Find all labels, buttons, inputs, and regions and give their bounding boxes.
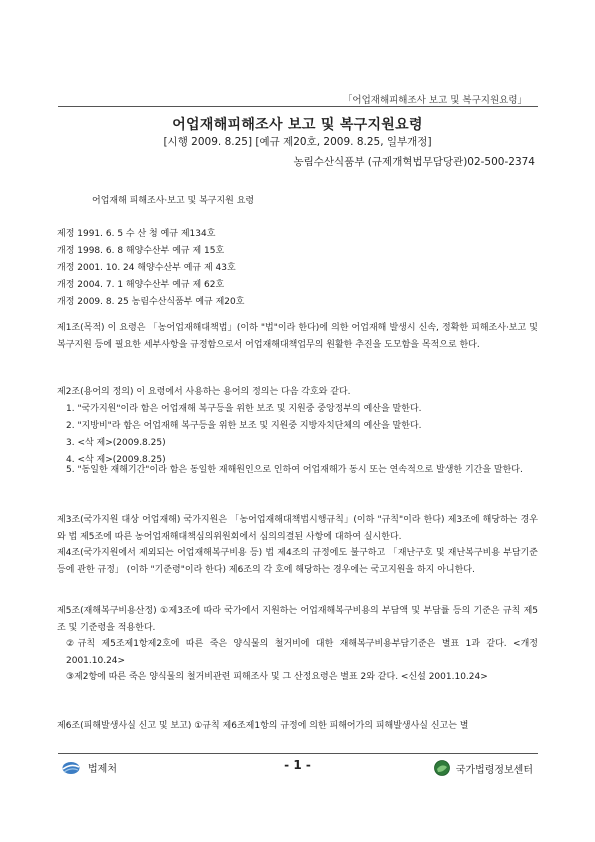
body-subtitle: 어업재해 피해조사·보고 및 복구지원 요령 bbox=[92, 196, 255, 206]
article-2-item: 3. <삭 제>(2009.8.25) bbox=[66, 438, 166, 448]
article-2-item: 1. "국가지원"이라 함은 어업재해 복구등을 위한 보조 및 지원중 중앙정부의 예산을 말한다. bbox=[66, 404, 422, 414]
article-4: 제4조(국가지원에서 제외되는 어업재해복구비용 등) 법 제4조의 규정에도 불구하고 「재난구호 및 재난복구비용 부담기준 등에 관한 규정」 (이하 "기준령"이라 한다) 제6조의 각 호에 해당하는 경우에는 국고지원을 하지 아니한다. bbox=[57, 548, 538, 575]
article-6: 제6조(피해발생사실 신고 및 보고) ①규칙 제6조제1항의 규정에 의한 피해어가의 피해발생사실 신고는 별 bbox=[57, 721, 469, 731]
document-title: 어업재해피해조사 보고 및 복구지원요령 bbox=[172, 117, 423, 133]
article-5-para-1: 제5조(재해복구비용산정) ①제3조에 따라 국가에서 지원하는 어업재해복구비용의 부담액 및 부담률 등의 기준은 규칙 제5조 및 기준령을 적용한다. bbox=[57, 606, 538, 633]
article-5-para-3: ③제2항에 따른 죽은 양식물의 철거비관련 피해조사 및 그 산정요령은 별표 2와 같다. <신설 2001.10.24> bbox=[66, 672, 488, 682]
footer-rule bbox=[58, 753, 538, 754]
article-2-item-5: 5. "동일한 재해기간"이라 함은 동일한 재해원인으로 인하여 어업재해가 동시 또는 연속적으로 발생한 기간을 말한다. bbox=[66, 465, 523, 475]
article-1: 제1조(목적) 이 요령은 「농어업재해대책법」(이하 "법"이라 한다)에 의한 어업재해 발생시 신속, 정확한 피해조사·보고 및 복구지원 등에 필요한 세부사항을 규정함으로서 어업재해대책업무의 원활한 추진을 도모함을 목적으로 한다. bbox=[57, 323, 538, 350]
footer-left-label: 법제처 bbox=[88, 764, 117, 775]
header-rule bbox=[58, 106, 538, 107]
article-2-item: 4. <삭 제>(2009.8.25) bbox=[66, 455, 166, 465]
article-5-para-2: ②규칙 제5조제1항제2호에 따른 죽은 양식물의 철거비에 대한 재해복구비용부담기준은 별표 1과 같다. <개정 2001.10.24> bbox=[66, 639, 538, 666]
running-title: 「어업재해피해조사 보고 및 복구지원요령」 bbox=[342, 95, 527, 106]
page-number: - 1 - bbox=[284, 758, 311, 772]
footer-right-label: 국가법령정보센터 bbox=[455, 764, 533, 776]
history-line: 개정 2009. 8. 25 농림수산식품부 예규 제20호 bbox=[57, 297, 245, 307]
article-2-heading: 제2조(용어의 정의) 이 요령에서 사용하는 용어의 정의는 다음 각호와 같다. bbox=[57, 387, 351, 397]
enforcement-info: [시행 2009. 8.25] [예규 제20호, 2009. 8.25, 일부개정] bbox=[163, 136, 432, 148]
law-center-logo-icon bbox=[434, 760, 450, 776]
article-2-item: 2. "지방비"라 함은 어업재해 복구등을 위한 보조 및 지원중 지방자치단체의 예산을 말한다. bbox=[66, 421, 422, 431]
history-line: 개정 2004. 7. 1 해양수산부 예규 제 62호 bbox=[57, 280, 225, 290]
article-3: 제3조(국가지원 대상 어업재해) 국가지원은 「농어업재해대책법시행규칙」(이하 "규칙"이라 한다) 제3조에 해당하는 경우와 법 제5조에 따른 농어업재해대책심의위원회에서 심의의결된 사항에 대하여 실시한다. bbox=[57, 515, 538, 542]
history-line: 제정 1991. 6. 5 수 산 청 예규 제134호 bbox=[57, 229, 216, 239]
footer-right bbox=[434, 760, 533, 776]
history-line: 개정 1998. 6. 8 해양수산부 예규 제 15호 bbox=[57, 246, 225, 256]
ministry-contact: 농림수산식품부 (규제개혁법무담당관)02-500-2374 bbox=[293, 156, 535, 168]
history-line: 개정 2001. 10. 24 해양수산부 예규 제 43호 bbox=[57, 263, 236, 273]
